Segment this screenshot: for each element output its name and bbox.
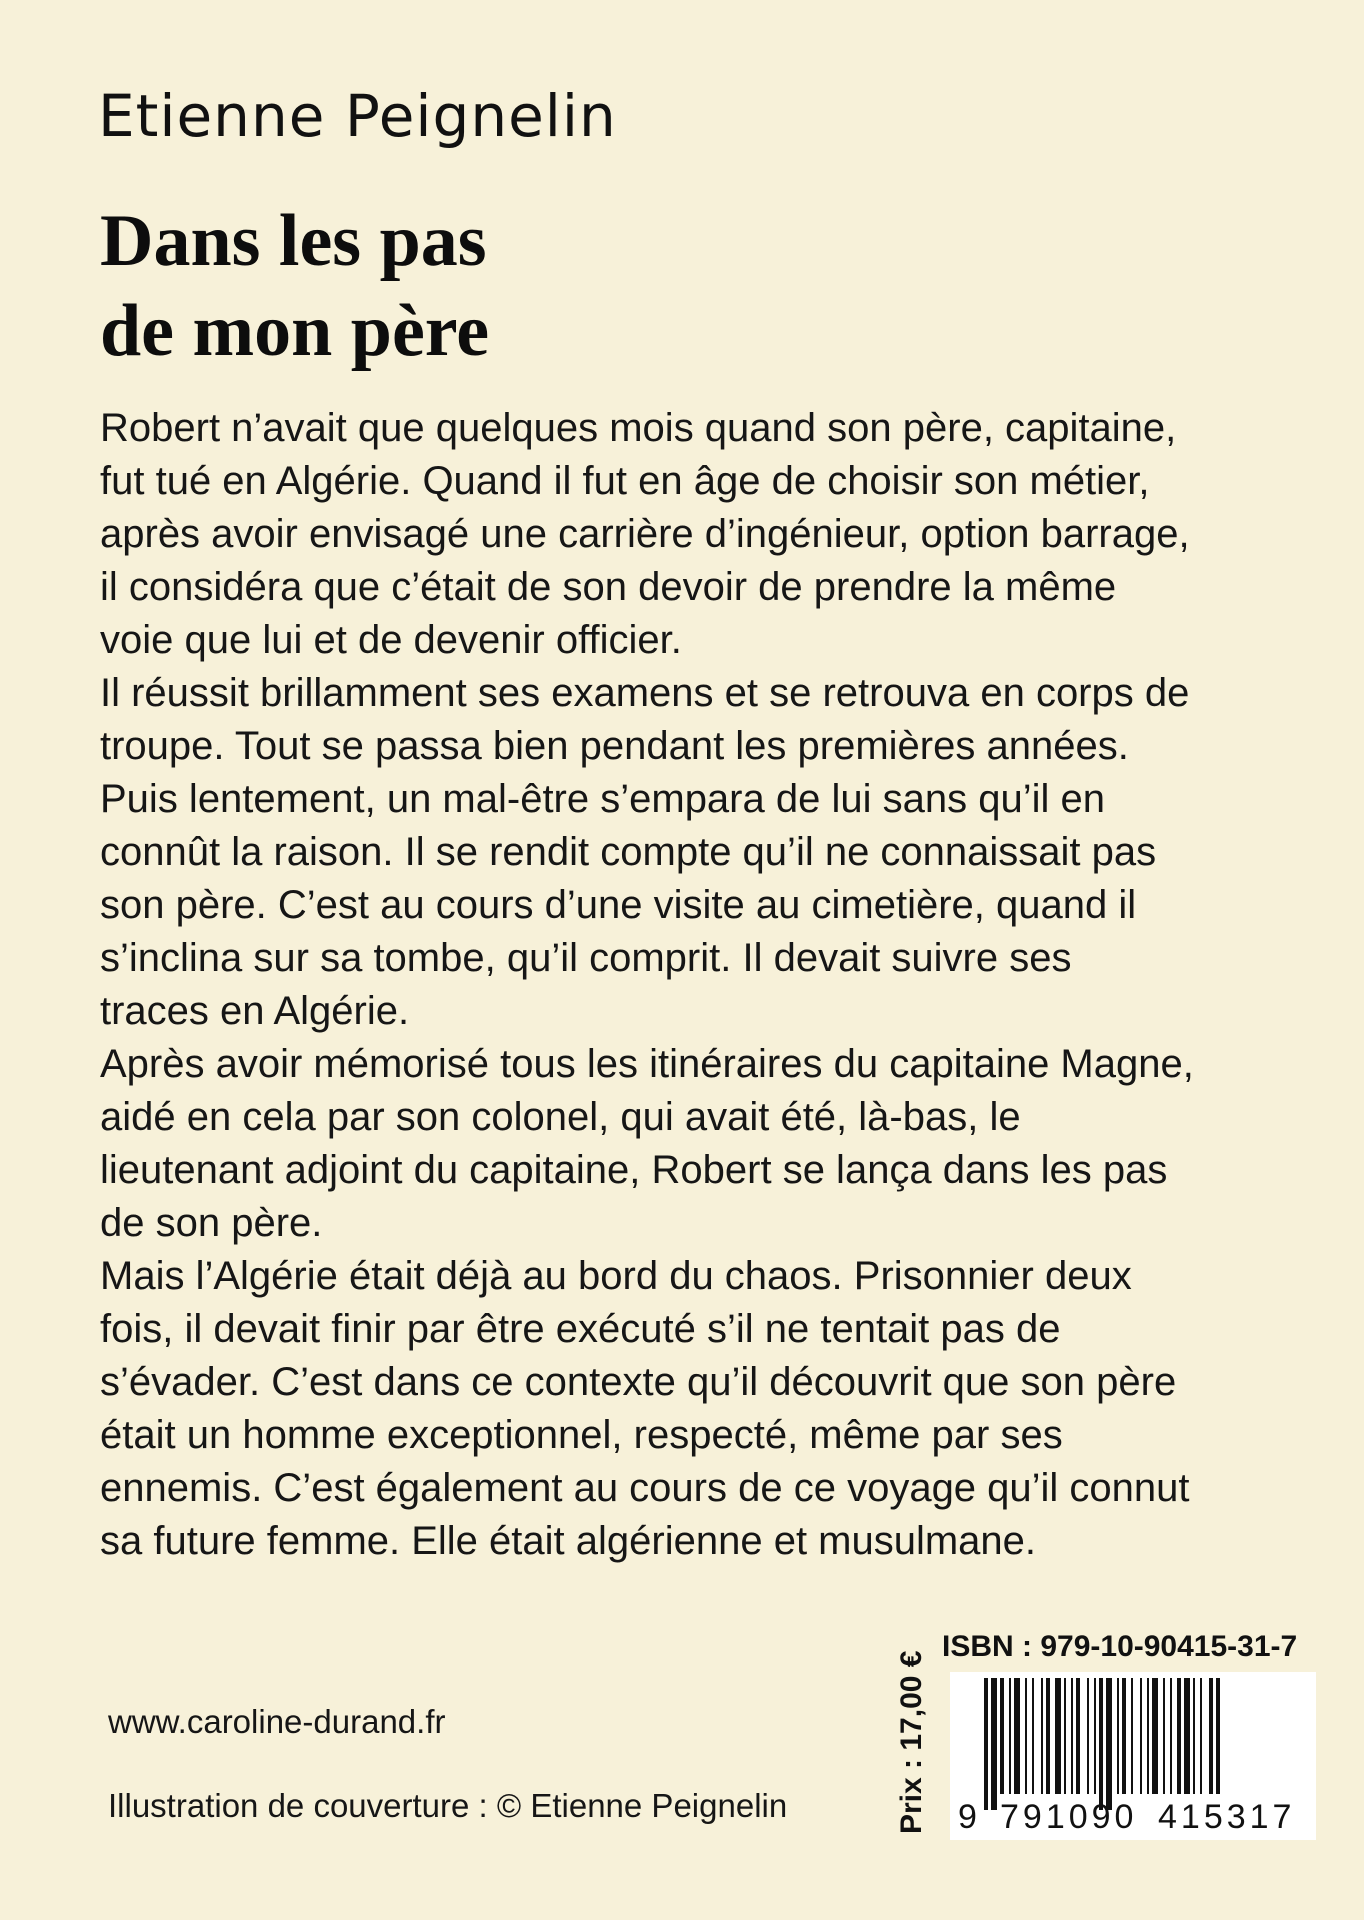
blurb-line: Puis lentement, un mal-être s’empara de lui sans qu’il en (100, 777, 1105, 821)
book-title (100, 196, 489, 376)
barcode-first-digit: 9 (958, 1798, 977, 1836)
book-title-line: Dans les pas (100, 200, 487, 282)
blurb-line: s’inclina sur sa tombe, qu’il comprit. Il devait suivre ses (100, 936, 1072, 980)
barcode-bar (1140, 1678, 1142, 1794)
blurb-line: était un homme exceptionnel, respecté, même par ses (100, 1413, 1063, 1457)
barcode-bar (1000, 1678, 1004, 1794)
barcode-bar (1046, 1678, 1050, 1794)
barcode-bar (1032, 1678, 1034, 1794)
blurb-line: connût la raison. Il se rendit compte qu’il ne connaissait pas (100, 830, 1157, 874)
blurb-line: après avoir envisagé une carrière d’ingénieur, option barrage, (100, 512, 1190, 556)
barcode-bar (1170, 1678, 1172, 1794)
blurb-line: Il réussit brillamment ses examens et se retrouva en corps de (100, 671, 1190, 715)
barcode-bar (1122, 1678, 1126, 1794)
barcode-bar (1099, 1678, 1103, 1810)
barcode-bar (991, 1678, 997, 1810)
isbn-label: ISBN : 979-10-90415-31-7 (942, 1630, 1298, 1663)
barcode-bar (1152, 1678, 1158, 1794)
barcode-bar (1014, 1678, 1020, 1794)
blurb-line: ennemis. C’est également au cours de ce voyage qu’il connut (100, 1466, 1190, 1510)
blurb-line: lieutenant adjoint du capitaine, Robert se lança dans les pas (100, 1148, 1168, 1192)
blurb-line: s’évader. C’est dans ce contexte qu’il découvrit que son père (100, 1360, 1177, 1404)
barcode-right-digits: 415317 (1158, 1798, 1296, 1836)
barcode-bar (1025, 1678, 1027, 1794)
barcode-bar (1216, 1678, 1220, 1794)
blurb-line: voie que lui et de devenir officier. (100, 618, 682, 662)
publisher-website[interactable]: www.caroline-durand.fr (108, 1703, 446, 1740)
barcode-bar (1200, 1678, 1202, 1794)
blurb-line: aidé en cela par son colonel, qui avait été, là-bas, le (100, 1095, 1021, 1139)
barcode-bar (1131, 1678, 1133, 1794)
barcode-left-digits: 791090 (1000, 1798, 1138, 1836)
barcode-bar (1184, 1678, 1190, 1794)
barcode (950, 1672, 1316, 1840)
barcode-bar (1193, 1678, 1195, 1794)
barcode-bar (1094, 1678, 1096, 1794)
blurb-line: il considéra que c’était de son devoir de prendre la même (100, 565, 1117, 609)
blurb-line: fois, il devait finir par être exécuté s’il ne tentait pas de (100, 1307, 1061, 1351)
blurb-line: troupe. Tout se passa bien pendant les premières années. (100, 724, 1129, 768)
book-title-line: de mon père (100, 290, 490, 372)
barcode-bar (1041, 1678, 1043, 1794)
blurb-line: Après avoir mémorisé tous les itinéraires du capitaine Magne, (100, 1042, 1194, 1086)
barcode-bar (984, 1678, 988, 1810)
barcode-bar (1009, 1678, 1011, 1794)
barcode-bar (1076, 1678, 1080, 1794)
blurb-line: de son père. (100, 1201, 323, 1245)
barcode-bar (1209, 1678, 1213, 1794)
barcode-bar (1055, 1678, 1061, 1794)
barcode-bar (1071, 1678, 1073, 1794)
barcode-bar (1106, 1678, 1112, 1810)
barcode-bar (1117, 1678, 1119, 1794)
price-label: Prix : 17,00 € (895, 1650, 928, 1834)
barcode-bar (1163, 1678, 1165, 1794)
barcode-bar (1177, 1678, 1181, 1794)
barcode-bar (1087, 1678, 1089, 1794)
barcode-bar (1064, 1678, 1066, 1794)
barcode-bar (1147, 1678, 1149, 1794)
blurb-line: sa future femme. Elle était algérienne et musulmane. (100, 1519, 1037, 1563)
blurb-line: son père. C’est au cours d’une visite au cimetière, quand il (100, 883, 1137, 927)
blurb-line: Mais l’Algérie était déjà au bord du chaos. Prisonnier deux (100, 1254, 1132, 1298)
author-name: Etienne Peignelin (98, 82, 617, 150)
blurb-line: fut tué en Algérie. Quand il fut en âge de choisir son métier, (100, 459, 1150, 503)
blurb (100, 402, 1360, 1568)
blurb-line: traces en Algérie. (100, 989, 410, 1033)
cover-credit: Illustration de couverture : © Etienne Peignelin (108, 1787, 788, 1824)
blurb-line: Robert n’avait que quelques mois quand son père, capitaine, (100, 406, 1177, 450)
